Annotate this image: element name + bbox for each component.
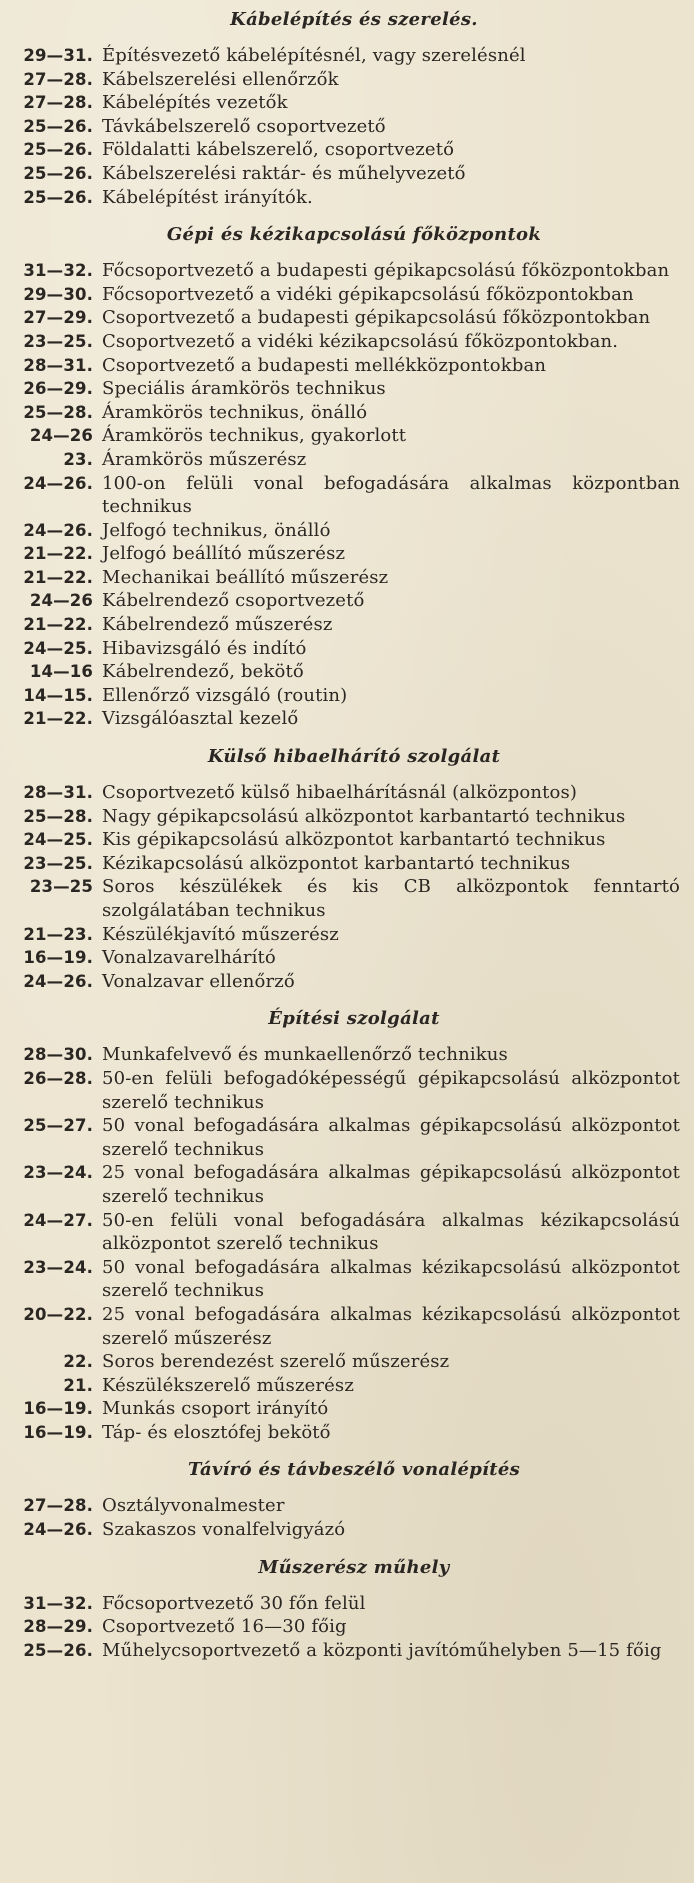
list-item [8,91,680,115]
salary-range: 31—32. [23,261,93,281]
list-item [8,44,680,68]
job-title: Osztályvonalmester [102,1495,285,1517]
list-item [8,1209,680,1256]
list-item [8,1161,680,1208]
job-title: Vonalzavar ellenőrző [102,970,295,992]
salary-range: 28—29. [23,1617,93,1637]
salary-range: 23—25. [23,853,93,873]
job-title: Készülékjavító műszerész [102,923,339,945]
list-item [8,1518,680,1542]
job-title: Távkábelszerelő csoportvezető [102,115,386,137]
salary-range: 23. [63,449,93,469]
salary-range: 21—22. [23,709,93,729]
salary-range: 23—25 [29,877,93,897]
job-title: Csoportvezető külső hibaelhárításnál (alközpontos) [102,782,578,804]
list-item [8,115,680,139]
salary-range: 25—26. [23,116,93,136]
list-item [8,684,680,708]
salary-range: 28—31. [23,355,93,375]
job-title: 50 vonal befogadására alkalmas kézikapcsolású alközpontot szerelő technikus [102,1256,680,1302]
salary-range: 27—28. [23,93,93,113]
salary-range: 23—24. [23,1257,93,1277]
job-title: 50-en felüli befogadóképességű gépikapcsolású alközpontot szerelő technikus [102,1067,680,1113]
salary-range: 23—24. [23,1163,93,1183]
job-title: Áramkörös műszerész [102,448,307,470]
job-title: Műhelycsoportvezető a központi javítóműhelyben 5—15 főig [102,1639,662,1661]
job-title: Készülékszerelő műszerész [102,1374,354,1396]
job-title: Kábelszerelési ellenőrzők [102,68,339,90]
salary-range: 20—22. [23,1304,93,1324]
salary-range: 27—28. [23,69,93,89]
job-title: Kábelrendező, bekötő [102,661,304,683]
job-title: 25 vonal befogadására alkalmas gépikapcsolású alközpontot szerelő technikus [102,1162,680,1207]
list-item [8,472,680,519]
job-title: Munkafelvevő és munkaellenőrző technikus [102,1044,508,1066]
salary-range: 21—22. [23,615,93,635]
section-heading: Kábelépítés és szerelés. [230,9,478,30]
section-taviro-tavbeszelo [8,1458,680,1541]
job-title: Mechanikai beállító műszerész [102,566,389,588]
salary-range: 16—19. [23,1399,93,1419]
salary-range: 22. [63,1352,93,1372]
salary-range: 25—27. [23,1116,93,1136]
salary-range: 26—28. [23,1068,93,1088]
list-item [8,401,680,425]
salary-range: 23—25. [23,331,93,351]
job-title: Csoportvezető a vidéki kézikapcsolású főközpontokban. [102,330,619,352]
job-title: Kábelépítést irányítók. [102,186,313,208]
salary-range: 24—25. [23,830,93,850]
list-item [8,828,680,852]
salary-range: 21—22. [23,567,93,587]
list-item [8,805,680,829]
list-item [8,781,680,805]
list-item [8,1350,680,1374]
salary-range: 21—22. [23,544,93,564]
list-item [8,637,680,661]
salary-range: 31—32. [23,1593,93,1613]
salary-range: 24—25. [23,638,93,658]
salary-range: 24—26. [23,520,93,540]
salary-range: 24—26 [29,426,93,446]
list-item [8,519,680,543]
list-item [8,1421,680,1445]
list-item [8,1592,680,1616]
job-title: 25 vonal befogadására alkalmas kézikapcsolású alközpontot szerelő műszerész [102,1303,680,1349]
list-item [8,566,680,590]
list-item [8,1067,680,1114]
salary-range: 24—26 [29,591,93,611]
section-heading: Külső hibaelhárító szolgálat [207,746,501,768]
job-title: Főcsoportvezető a vidéki gépikapcsolású főközpontokban [102,283,634,305]
job-title: Szakaszos vonalfelvigyázó [102,1519,346,1541]
salary-range: 25—26. [23,140,93,160]
job-title: Jelfogó beállító műszerész [102,543,346,565]
salary-range: 25—26. [23,1640,93,1660]
job-title: Ellenőrző vizsgáló (routin) [102,684,348,706]
salary-range: 26—29. [23,379,93,399]
list-item [8,1114,680,1161]
list-item [8,1615,680,1639]
job-title: Kábelrendező csoportvezető [102,590,365,612]
list-item [8,330,680,354]
job-title: Kézikapcsolású alközpontot karbantartó technikus [102,852,571,874]
list-item [8,970,680,994]
list-item [8,283,680,307]
section-kabelepites [8,8,680,209]
job-title: 100-on felüli vonal befogadására alkalmas központban technikus [102,472,680,518]
list-item [8,707,680,731]
job-title: Vizsgálóasztal kezelő [102,708,299,730]
job-title: Hibavizsgáló és indító [102,637,307,659]
list-item [8,138,680,162]
list-item [8,589,680,613]
salary-range: 24—26. [23,1520,93,1540]
list-item [8,542,680,566]
list-item [8,68,680,92]
job-title: Táp- és elosztófej bekötő [102,1421,331,1443]
job-title: Építésvezető kábelépítésnél, vagy szerelésnél [102,45,526,66]
job-title: Áramkörös technikus, gyakorlott [102,425,407,447]
job-title: Kis gépikapcsolású alközpontot karbantartó technikus [102,829,606,851]
section-heading: Távíró és távbeszélő vonalépítés [187,1459,521,1481]
list-item [8,162,680,186]
list-item [8,613,680,637]
job-title: Vonalzavarelhárító [102,947,276,969]
salary-range: 21—23. [23,924,93,944]
salary-range: 24—26. [23,971,93,991]
list-item [8,1397,680,1421]
list-item [8,923,680,947]
section-heading: Építési szolgálat [268,1008,440,1030]
salary-range: 24—26. [23,473,93,493]
list-item [8,1639,680,1663]
job-title: Kábelszerelési raktár- és műhelyvezető [102,162,466,184]
salary-range: 16—19. [23,948,93,968]
salary-range: 25—28. [23,402,93,422]
job-title: Speciális áramkörös technikus [102,378,386,400]
salary-range: 14—16 [29,662,93,682]
list-item [8,377,680,401]
list-item [8,1303,680,1350]
salary-range: 27—28. [23,1496,93,1516]
job-title: Földalatti kábelszerelő, csoportvezető [102,139,455,161]
job-title: Csoportvezető a budapesti gépikapcsolású főközpontokban [102,307,651,329]
list-item [8,306,680,330]
job-title: Főcsoportvezető 30 főn felül [102,1592,366,1614]
salary-range: 25—26. [23,187,93,207]
section-heading: Gépi és kézikapcsolású főközpontok [166,224,542,246]
list-item [8,1374,680,1398]
list-item [8,259,680,283]
list-item [8,875,680,922]
salary-range: 29—30. [23,284,93,304]
section-muszeresz-muhely [8,1556,680,1663]
salary-range: 25—28. [23,806,93,826]
list-item [8,1043,680,1067]
salary-range: 28—31. [23,783,93,803]
salary-range: 24—27. [23,1210,93,1230]
job-title: Főcsoportvezető a budapesti gépikapcsolású főközpontokban [102,260,670,282]
job-title: 50 vonal befogadására alkalmas gépikapcsolású alközpontot szerelő technikus [102,1115,680,1160]
salary-range: 21. [63,1375,93,1395]
job-title: Soros berendezést szerelő műszerész [102,1351,450,1373]
list-item [8,660,680,684]
section-kulso-hibaelharito [8,745,680,993]
job-title: 50-en felüli vonal befogadására alkalmas kézikapcsolású alközpontot szerelő technikus [102,1209,680,1255]
salary-range: 14—15. [23,685,93,705]
list-item [8,424,680,448]
salary-range: 27—29. [23,308,93,328]
section-gepi-kezikapcsolasu [8,223,680,731]
section-epitesi-szolgalat [8,1007,680,1444]
salary-range: 25—26. [23,163,93,183]
job-title: Soros készülékek és kis CB alközpontok fenntartó szolgálatában technikus [102,876,680,921]
job-title: Csoportvezető 16—30 főig [102,1616,347,1638]
list-item [8,186,680,210]
job-title: Munkás csoport irányító [102,1398,329,1420]
section-heading: Műszerész műhely [258,1556,450,1578]
job-title: Csoportvezető a budapesti mellékközpontokban [102,354,547,376]
salary-range: 29—31. [23,46,93,65]
job-title: Áramkörös technikus, önálló [102,401,368,423]
job-title: Nagy gépikapcsolású alközpontot karbantartó technikus [102,805,626,827]
job-title: Kábelépítés vezetők [102,92,288,114]
list-item [8,946,680,970]
job-title: Jelfogó technikus, önálló [102,519,331,541]
list-item [8,354,680,378]
list-item [8,1256,680,1303]
list-item [8,852,680,876]
list-item [8,1494,680,1518]
salary-range: 16—19. [23,1422,93,1442]
job-title: Kábelrendező műszerész [102,614,333,636]
salary-range: 28—30. [23,1045,93,1065]
list-item [8,448,680,472]
